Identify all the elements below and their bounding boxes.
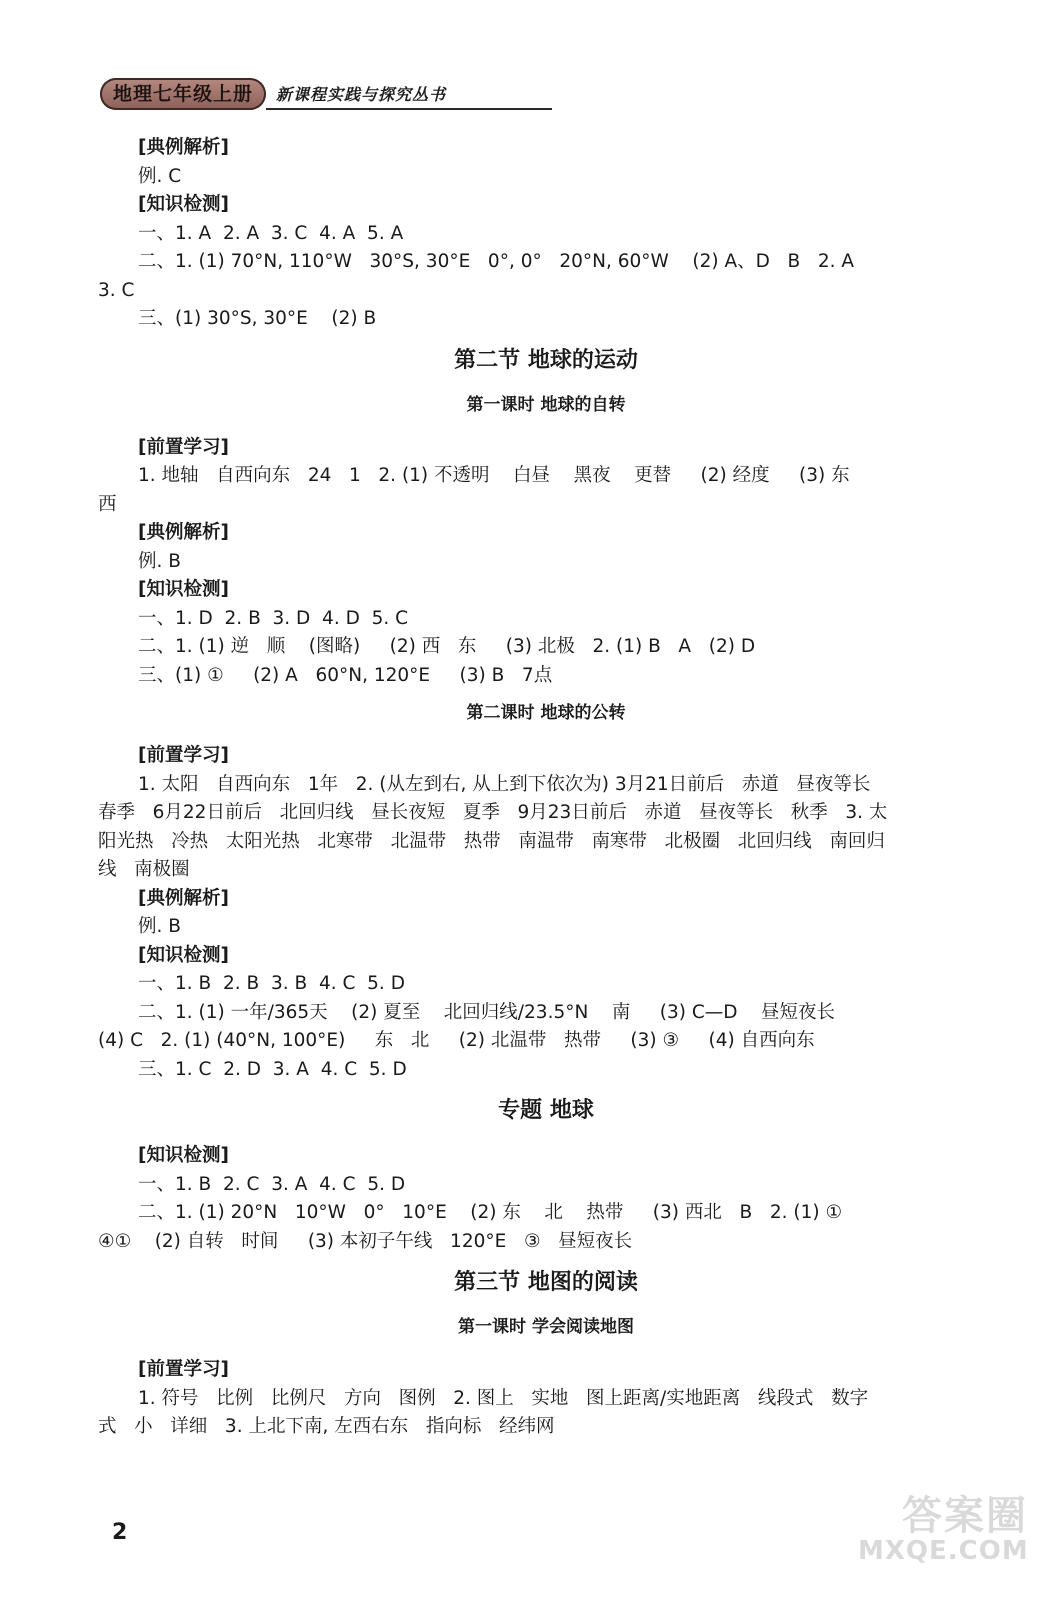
- answer-line: 一、1. D 2. B 3. D 4. D 5. C: [138, 607, 409, 629]
- answer-line: 一、1. B 2. B 3. B 4. C 5. D: [138, 973, 405, 994]
- watermark-text: 答案圈: [902, 1493, 1028, 1539]
- section-tag: [前置学习]: [138, 1359, 229, 1380]
- answer-line: 二、1. (1) 逆 顺 (图略) (2) 西 东 (3) 北极 2. (1) B A (2) D: [138, 636, 756, 657]
- section-tag: [典例解析]: [138, 522, 229, 543]
- answer-line: 二、1. (1) 70°N, 110°W 30°S, 30°E 0°, 0° 20°N, 60°W (2) A、D B 2. A: [138, 251, 855, 272]
- answer-line: 式 小 详细 3. 上北下南, 左西右东 指向标 经纬网: [98, 1416, 555, 1437]
- answer-line: 一、1. A 2. A 3. C 4. A 5. A: [138, 222, 404, 244]
- watermark-url: MXQE.COM: [858, 1536, 1029, 1566]
- section-tag: [知识检测]: [138, 194, 229, 215]
- section-heading: 第二节 地球的运动: [454, 347, 638, 373]
- section-tag: [知识检测]: [138, 1145, 229, 1166]
- page-header: [100, 78, 470, 112]
- watermark-logo: [858, 1494, 1028, 1564]
- answer-line: 例. B: [138, 550, 181, 572]
- header-divider: [266, 108, 552, 110]
- series-title: 新课程实践与探究丛书: [276, 85, 447, 104]
- section-heading: 专题 地球: [498, 1098, 594, 1123]
- section-heading: 第三节 地图的阅读: [454, 1270, 638, 1295]
- lesson-heading: 第一课时 学会阅读地图: [458, 1317, 634, 1337]
- section-tag: [典例解析]: [138, 137, 229, 158]
- section-tag: [前置学习]: [138, 436, 229, 458]
- answer-line: 二、1. (1) 一年/365天 (2) 夏至 北回归线/23.5°N 南 (3) C—D 昼短夜长: [138, 1001, 836, 1023]
- answer-line: 二、1. (1) 20°N 10°W 0° 10°E (2) 东 北 热带 (3) 西北 B 2. (1) ①: [138, 1202, 843, 1223]
- answer-line: 1. 地轴 自西向东 24 1 2. (1) 不透明 白昼 黑夜 更替 (2) 经度 (3) 东: [138, 465, 850, 486]
- answer-line: 3. C: [98, 279, 135, 301]
- answer-line: 线 南极圈: [98, 859, 190, 880]
- lesson-heading: 第一课时 地球的自转: [466, 394, 626, 415]
- page-number: 2: [112, 1520, 128, 1545]
- answer-line: 三、(1) 30°S, 30°E (2) B: [138, 308, 377, 329]
- answer-line: 例. C: [138, 165, 182, 187]
- answer-line: 三、1. C 2. D 3. A 4. C 5. D: [138, 1058, 407, 1080]
- answer-line: 阳光热 冷热 太阳光热 北寒带 北温带 热带 南温带 南寒带 北极圈 北回归线 南回归: [98, 830, 885, 852]
- book-title-badge: 地理七年级上册: [100, 78, 266, 110]
- answer-content: [98, 134, 934, 1442]
- section-tag: [典例解析]: [138, 887, 229, 909]
- section-tag: [知识检测]: [138, 944, 229, 966]
- answer-line: 1. 太阳 自西向东 1年 2. (从左到右, 从上到下依次为) 3月21日前后 赤道 昼夜等长: [138, 773, 871, 795]
- answer-line: 春季 6月22日前后 北回归线 昼长夜短 夏季 9月23日前后 赤道 昼夜等长 秋季 3. 太: [98, 802, 888, 823]
- answer-line: ④① (2) 自转 时间 (3) 本初子午线 120°E ③ 昼短夜长: [98, 1230, 633, 1252]
- section-tag: [前置学习]: [138, 745, 229, 766]
- answer-line: (4) C 2. (1) (40°N, 100°E) 东 北 (2) 北温带 热带 (3) ③ (4) 自西向东: [98, 1030, 815, 1051]
- answer-line: 1. 符号 比例 比例尺 方向 图例 2. 图上 实地 图上距离/实地距离 线段式 数字: [138, 1387, 869, 1409]
- answer-line: 西: [98, 493, 117, 515]
- answer-line: 例. B: [138, 916, 181, 937]
- answer-line: 一、1. B 2. C 3. A 4. C 5. D: [138, 1173, 406, 1195]
- answer-line: 三、(1) ① (2) A 60°N, 120°E (3) B 7点: [138, 664, 553, 686]
- lesson-heading: 第二课时 地球的公转: [466, 703, 626, 723]
- section-tag: [知识检测]: [138, 579, 229, 600]
